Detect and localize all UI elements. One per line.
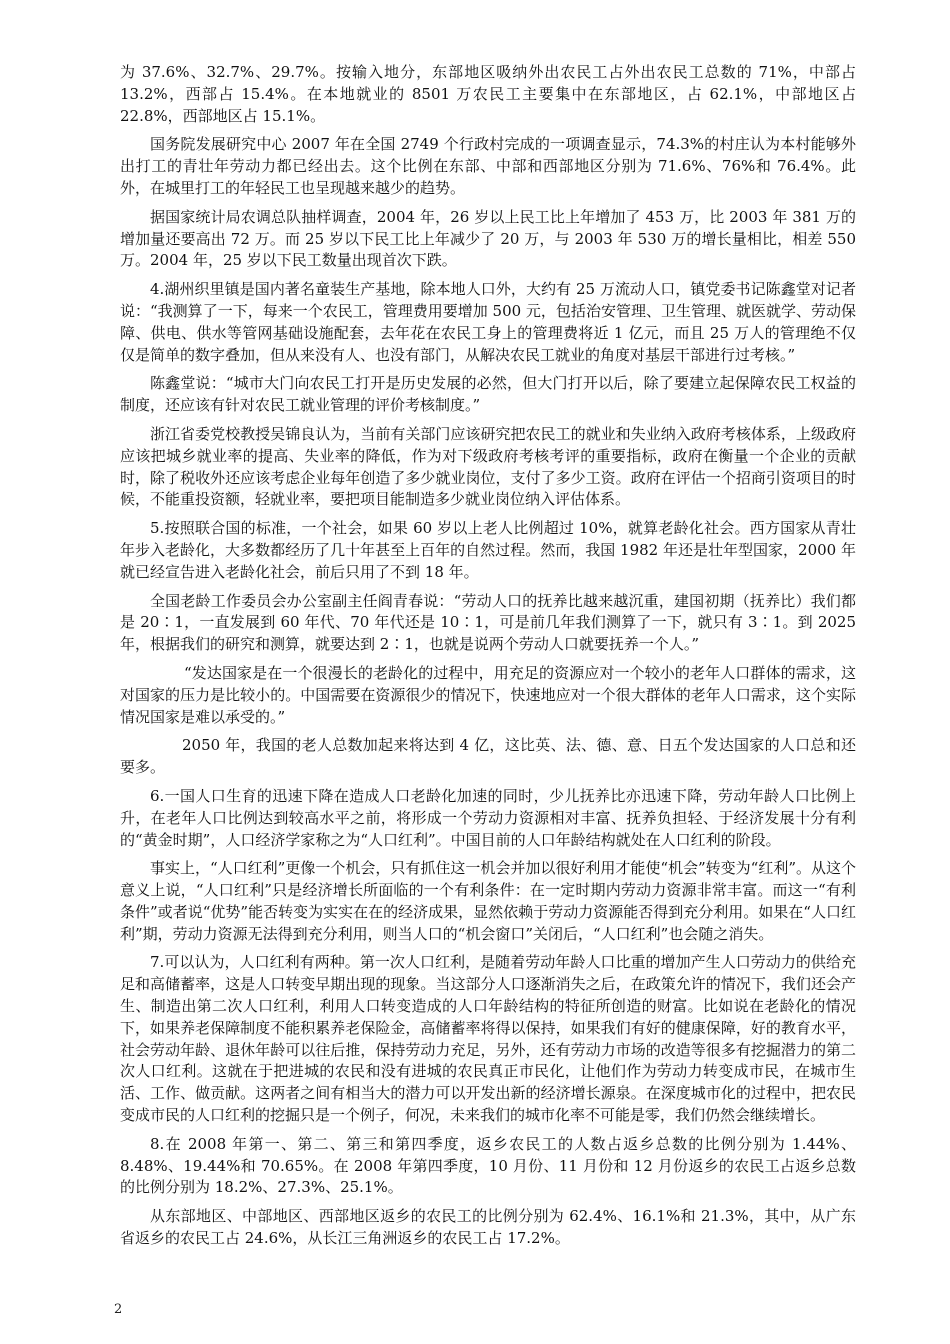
paragraph: 国务院发展研究中心 2007 年在全国 2749 个行政村完成的一项调查显示，74.3%的村庄认为本村能够外出打工的青壮年劳动力都已经出去。这个比例在东部、中部和西部地区分别为 71.6%、76%和 76.4%。此外，在城里打工的年轻民工也呈现越来越少的趋势。 xyxy=(120,135,856,197)
paragraph: 2050 年，我国的老人总数加起来将达到 4 亿，这比英、法、德、意、日五个发达国家的人口总和还要多。 xyxy=(120,736,856,777)
paragraph: 从东部地区、中部地区、西部地区返乡的农民工的比例分别为 62.4%、16.1%和 21.3%，其中，从广东省返乡的农民工占 24.6%，从长江三角洲返乡的农民工占 17.2%。 xyxy=(120,1207,856,1248)
page-number: 2 xyxy=(114,1302,123,1317)
paragraph: 7.可以认为，人口红利有两种。第一次人口红利，是随着劳动年龄人口比重的增加产生人口劳动力的供给充足和高储蓄率，这是人口转变早期出现的现象。当这部分人口逐渐消失之后，在政策允许的情况下，我们还会产生、制造出第二次人口红利，利用人口转变造成的人口年龄结构的特征所创造的财富。比如说在老龄化的情况下，如果养老保障制度不能积累养老保险金，高储蓄率将得以保持，如果我们有好的健康保障，好的教育水平，社会劳动年龄、退休年龄可以往后推，保持劳动力充足，另外，还有劳动力市场的改造等很多有挖掘潜力的第二次人口红利。这就在于把进城的农民和没有进城的农民真正市民化，让他们作为劳动力转变成市民，在城市生活、工作、做贡献。这两者之间有相当大的潜力可以开发出新的经济增长源泉。在深度城市化的过程中，把农民变成市民的人口红利的挖掘只是一个例子，何况，未来我们的城市化率不可能是零，我们仍然会继续增长。 xyxy=(120,953,856,1125)
paragraph: 事实上，“人口红利”更像一个机会，只有抓住这一机会并加以很好利用才能使“机会”转变为“红利”。从这个意义上说，“人口红利”只是经济增长所面临的一个有利条件：在一定时期内劳动力资源非常丰富。而这一“有利条件”或者说“优势”能否转变为实实在在的经济成果，显然依赖于劳动力资源能否得到充分利用。如果在“人口红利”期，劳动力资源无法得到充分利用，则当人口的“机会窗口”关闭后，“人口红利”也会随之消失。 xyxy=(120,859,857,943)
paragraph: 5.按照联合国的标准，一个社会，如果 60 岁以上老人比例超过 10%，就算老龄化社会。西方国家从青壮年步入老龄化，大多数都经历了几十年甚至上百年的自然过程。然而，我国 1982 年还是壮年型国家，2000 年就已经宣告进入老龄化社会，前后只用了不到 18 年。 xyxy=(120,519,856,581)
paragraph: 据国家统计局农调总队抽样调查，2004 年，26 岁以上民工比上年增加了 453 万，比 2003 年 381 万的增加量还要高出 72 万。而 25 岁以下民工比上年减少了 20 万，与 2003 年 530 万的增长量相比，相差 550 万。2004 年，25 岁以下民工数量出现首次下跌。 xyxy=(120,207,856,270)
paragraph: 全国老龄工作委员会办公室副主任阎青春说：“劳动人口的抚养比越来越沉重，建国初期（抚养比）我们都是 20∶1，一直发展到 60 年代、70 年代还是 10∶1，可是前几年我们测算了一下，就只有 3∶1。到 2025 年，根据我们的研究和测算，就要达到 2∶1，也就是说两个劳动人口就要抚养一个人。” xyxy=(120,591,856,654)
paragraph: 陈鑫堂说：“城市大门向农民工打开是历史发展的必然，但大门打开以后，除了要建立起保障农民工权益的制度，还应该有针对农民工就业管理的评价考核制度。” xyxy=(120,374,856,415)
paragraph: 4.湖州织里镇是国内著名童装生产基地，除本地人口外，大约有 25 万流动人口，镇党委书记陈鑫堂对记者说：“我测算了一下，每来一个农民工，管理费用要增加 500 元，包括治安管理、卫生管理、就医就学、劳动保障、供电、供水等管网基础设施配套，去年花在农民工身上的管理费将近 1 亿元，而且 25 万人的管理绝不仅仅是简单的数字叠加，但从来没有人、也没有部门，从解决农民工就业的角度对基层干部进行过考核。” xyxy=(120,280,856,364)
paragraph: 为 37.6%、32.7%、29.7%。按输入地分，东部地区吸纳外出农民工占外出农民工总数的 71%，中部占 13.2%，西部占 15.4%。在本地就业的 8501 万农民工主要集中在东部地区，占 62.1%，中部地区占 22.8%，西部地区占 15.1%。 xyxy=(120,63,856,125)
paragraph: 浙江省委党校教授吴锦良认为，当前有关部门应该研究把农民工的就业和失业纳入政府考核体系，上级政府应该把城乡就业率的提高、失业率的降低，作为对下级政府考核考评的重要指标，政府在衡量一个企业的贡献时，除了税收外还应该考虑企业每年创造了多少就业岗位，支付了多少工资。政府在评估一个招商引资项目的时候，不能重投资额，轻就业率，要把项目能制造多少就业岗位纳入评估体系。 xyxy=(120,424,856,509)
paragraph: 8.在 2008 年第一、第二、第三和第四季度，返乡农民工的人数占返乡总数的比例分别为 1.44%、8.48%、19.44%和 70.65%。在 2008 年第四季度，10 月份、11 月份和 12 月份返乡的农民工占返乡总数的比例分别为 18.2%、27.3%、25.1%。 xyxy=(120,1134,856,1197)
paragraph: “发达国家是在一个很漫长的老龄化的过程中，用充足的资源应对一个较小的老年人口群体的需求，这对国家的压力是比较小的。中国需要在资源很少的情况下，快速地应对一个很大群体的老年人口需求，这个实际情况国家是难以承受的。” xyxy=(120,663,856,726)
paragraph: 6.一国人口生育的迅速下降在造成人口老龄化加速的同时，少儿抚养比亦迅速下降，劳动年龄人口比例上升，在老年人口比例达到较高水平之前，将形成一个劳动力资源相对丰富、抚养负担轻、于经济发展十分有利的“黄金时期”，人口经济学家称之为“人口红利”。中国目前的人口年龄结构就处在人口红利的阶段。 xyxy=(120,786,856,849)
